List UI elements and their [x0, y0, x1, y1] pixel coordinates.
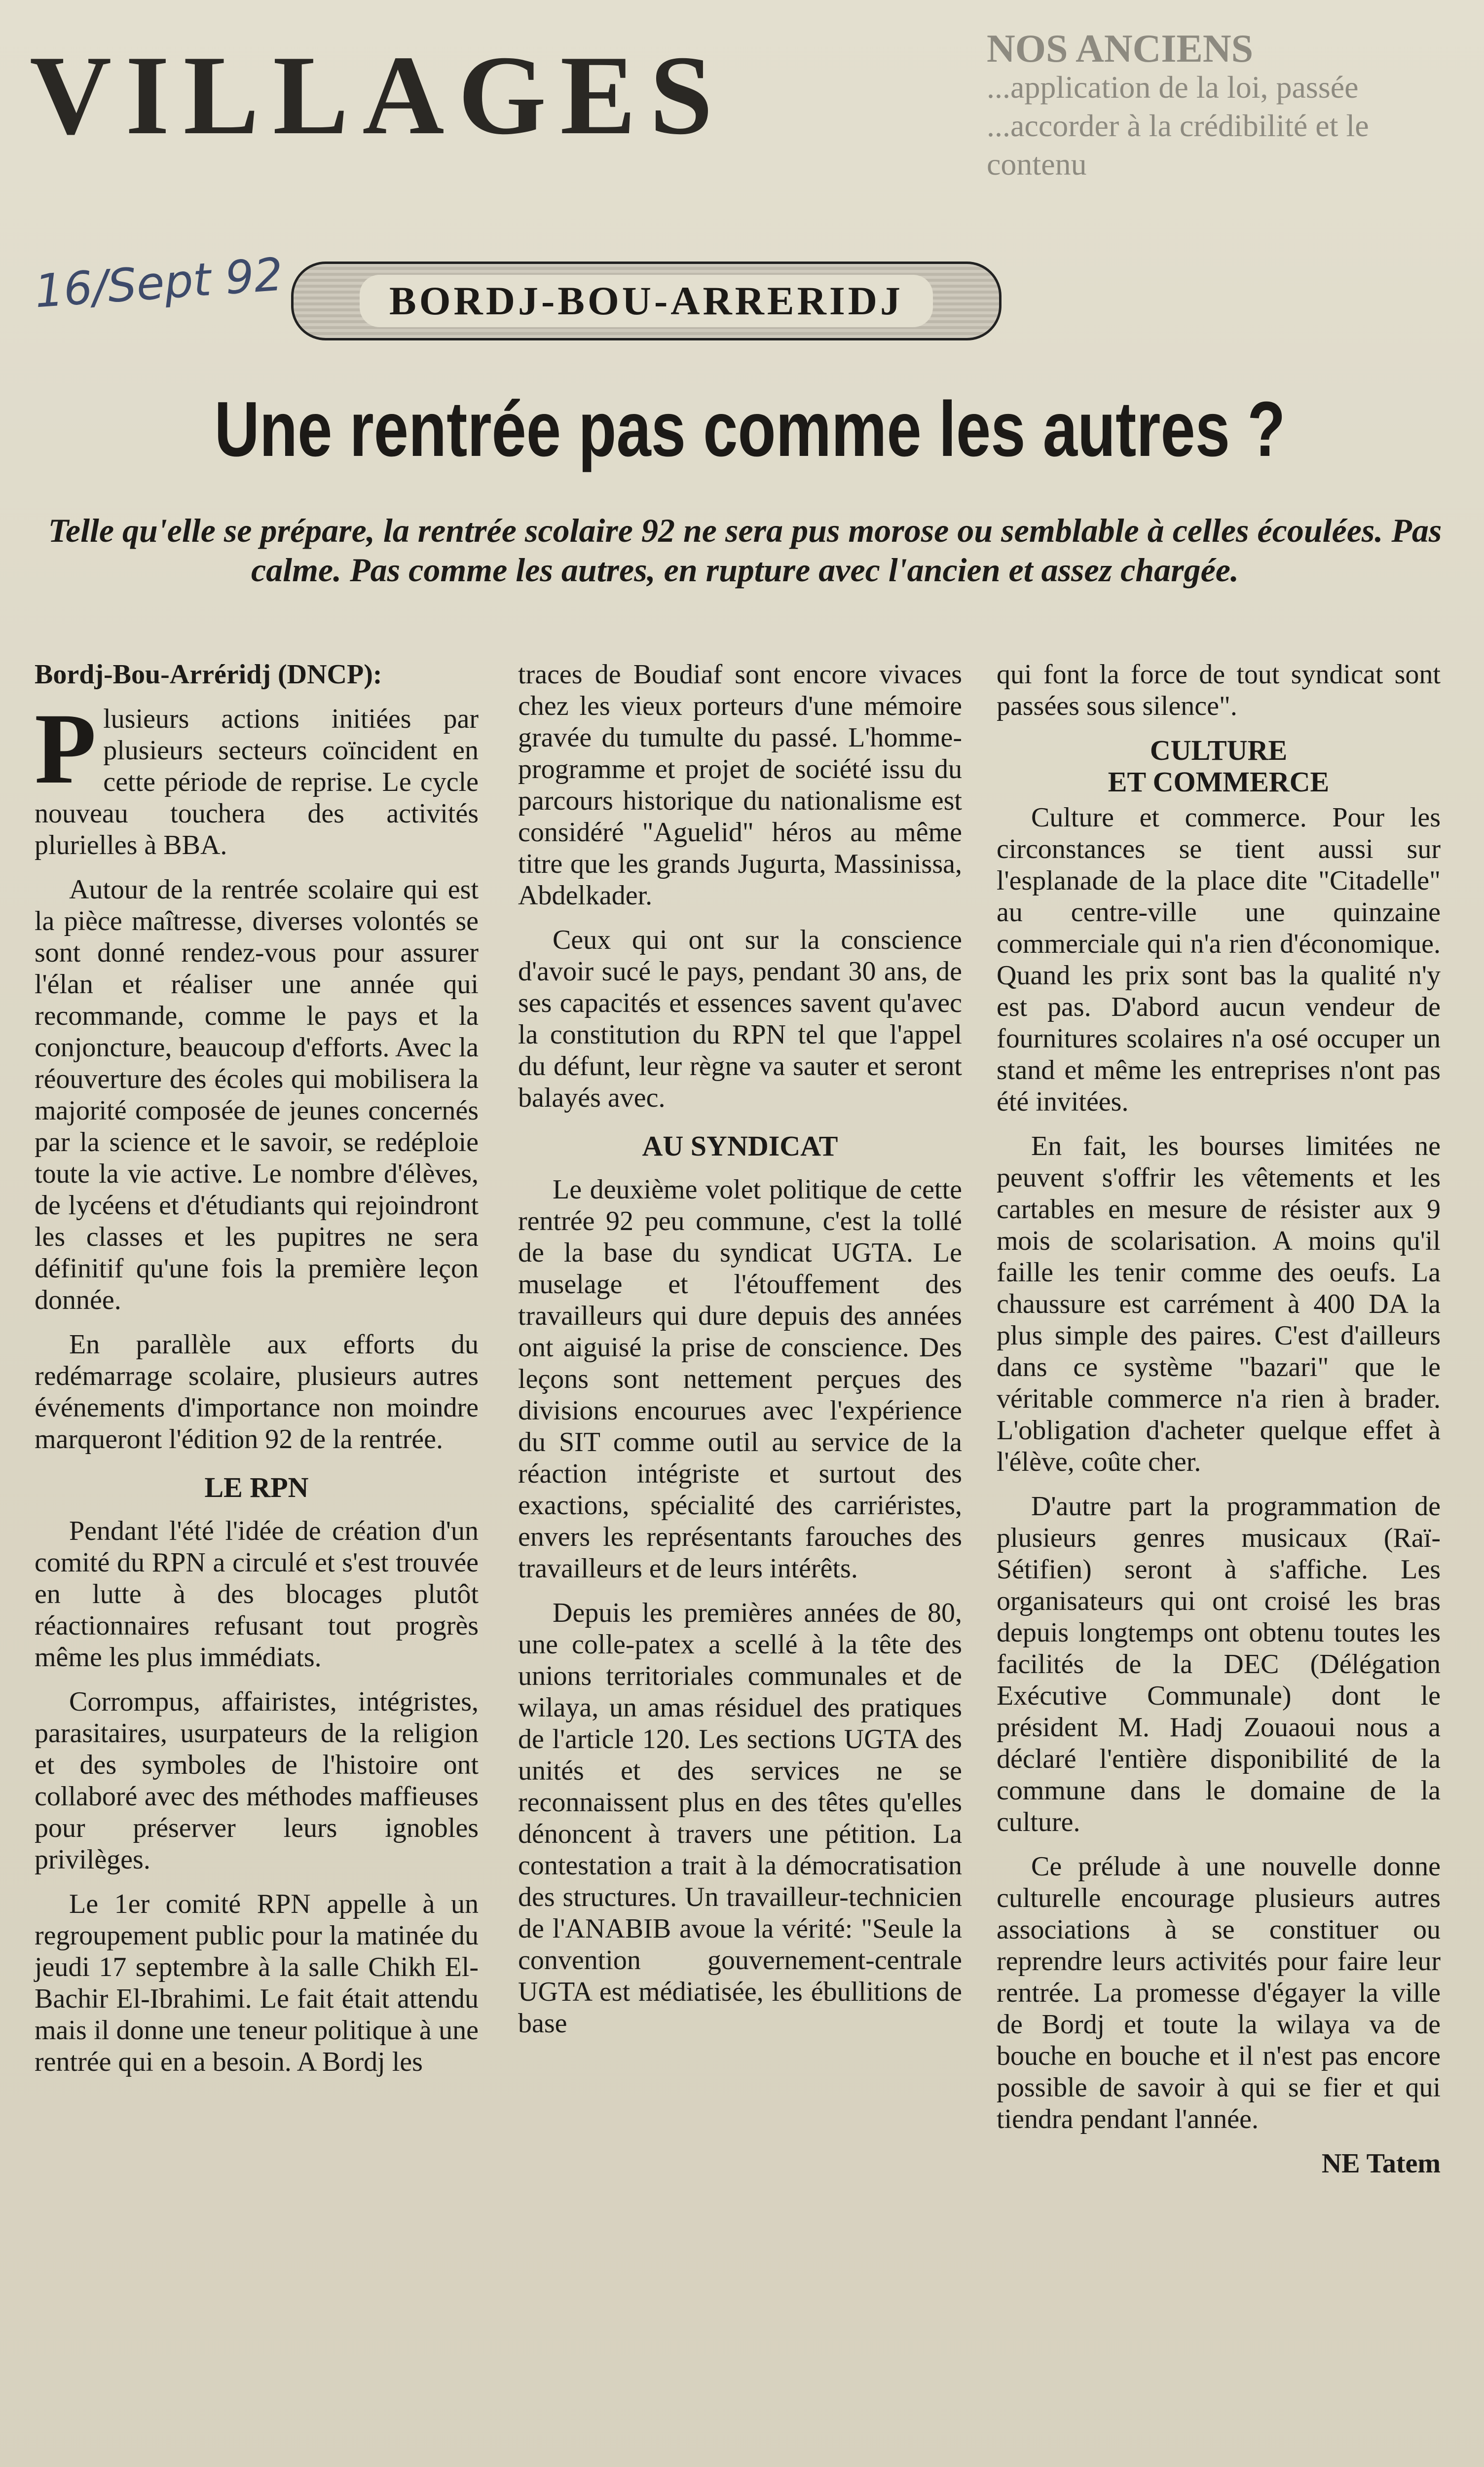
- paragraph: Ce prélude à une nouvelle donne culturelle encourage plusieurs autres associations à se constituer ou reprendre leurs activités pour faire leur rentrée. La promesse d'égayer la ville de Bordj et toute la wilaya va de bouche en bouche et il n'est pas encore possible de savoir à qui se fier et qui tiendra pendant l'année.: [997, 1851, 1441, 2134]
- paragraph: Le deuxième volet politique de cette rentrée 92 peu commune, c'est la tollé de la base du syndicat UGTA. Le muselage et l'étouffement des travailleurs qui dure depuis des années ont aiguisé la prise de conscience. Des leçons sont nettement perçues des divisions encourues avec l'expérience du SIT comme outil au service de la réaction intégriste et surtout des exactions, spécialité des carriéristes, envers les représentants farouches des travailleurs et de leurs intérêts.: [518, 1174, 962, 1584]
- headline: Une rentrée pas comme les autres ?: [214, 386, 1286, 473]
- paragraph: En fait, les bourses limitées ne peuvent s'offrir les vêtements et les cartables en mesure de résister aux 9 mois de scolarisation. A moins qu'il faille les tenir comme des oeufs. La chaussure est carrément à 400 DA la plus simple des paires. C'est d'ailleurs dans ce système "bazari" que le véritable commerce n'a rien à brader. L'obligation d'acheter quelque effet à l'élève, coûte cher.: [997, 1131, 1441, 1477]
- subheading-line: CULTURE: [1150, 734, 1288, 766]
- paragraph: [35, 693, 479, 861]
- paragraph-text: lusieurs actions initiées par plusieurs secteurs coïncident en cette période de reprise. Le cycle nouveau touchera des activités plurielles à BBA.: [35, 704, 479, 860]
- column-3: [997, 659, 1441, 2179]
- author-signature: NE Tatem: [1321, 2148, 1441, 2179]
- subheading: AU SYNDICAT: [642, 1130, 838, 1162]
- paragraph: Le 1er comité RPN appelle à un regroupement public pour la matinée du jeudi 17 septembre à la salle Chikh El-Bachir El-Ibrahimi. Le fait était attendu mais il donne une teneur politique à une rentrée qui en a besoin. A Bordj les: [35, 1889, 479, 2077]
- paragraph: Ceux qui ont sur la conscience d'avoir sucé le pays, pendant 30 ans, de ses capacités et essences savent qu'avec la constitution du RPN tel que l'appel du défunt, leur règne va sauter et seront balayés avec.: [518, 925, 962, 1113]
- region-banner: [291, 262, 1002, 340]
- column-1: [35, 659, 479, 2091]
- subheading-line: ET COMMERCE: [1108, 766, 1330, 798]
- paragraph: Pendant l'été l'idée de création d'un comité du RPN a circulé et s'est trouvée en lutte à des blocages plutôt réactionnaires refusant tout progrès même les plus immédiats.: [35, 1516, 479, 1673]
- drop-cap: P: [35, 693, 97, 805]
- section-title: VILLAGES: [30, 32, 727, 158]
- standfirst: Telle qu'elle se prépare, la rentrée scolaire 92 ne sera pus morose ou semblable à celles écoulées. Pas calme. Pas comme les autres, en rupture avec l'ancien et assez chargée.: [48, 512, 1442, 589]
- adjacent-article-fragment: [987, 30, 1460, 207]
- paragraph: En parallèle aux efforts du redémarrage scolaire, plusieurs autres événements d'importance non moindre marqueront l'édition 92 de la rentrée.: [35, 1329, 479, 1455]
- region-banner-label: BORDJ-BOU-ARRERIDJ: [360, 275, 933, 327]
- handwritten-date: 16/Sept 92: [33, 248, 285, 318]
- paragraph: Corrompus, affairistes, intégristes, parasitaires, usurpateurs de la religion et des symboles de l'histoire ont collaboré avec des méthodes maffieuses pour préserver leurs ignobles privilèges.: [35, 1686, 479, 1875]
- paragraph: traces de Boudiaf sont encore vivaces chez les vieux porteurs d'une mémoire gravée du tumulte du passé. L'homme-programme et projet de société issu du parcours historique du nationalisme est considéré "Aguelid" héros au même titre que les grands Jugurta, Massinissa, Abdelkader.: [518, 659, 962, 911]
- fragment-line: ...accorder à la crédibilité et le contenu: [987, 108, 1369, 182]
- paragraph: D'autre part la programmation de plusieurs genres musicaux (Raï-Sétifien) seront à s'affiche. Les organisateurs qui ont croisé les bras depuis longtemps ont obtenu toutes les facilités de la DEC (Délégation Exécutive Communale) dont le président M. Hadj Zouaoui nous a déclaré l'entière disponibilité de la commune dans le domaine de la culture.: [997, 1491, 1441, 1837]
- fragment-line: ...application de la loi, passée: [987, 70, 1359, 105]
- subheading: [997, 735, 1441, 798]
- column-2: [518, 659, 962, 2052]
- paragraph: Culture et commerce. Pour les circonstances se tient aussi sur l'esplanade de la place dite "Citadelle" au centre-ville une quinzaine commerciale qui n'a rien d'économique. Quand les prix sont bas la qualité n'y est pas. D'abord aucun vendeur de fournitures scolaires n'a osé occuper un stand et même les entreprises n'ont pas été invitées.: [997, 802, 1441, 1117]
- paragraph: qui font la force de tout syndicat sont passées sous silence".: [997, 659, 1441, 721]
- fragment-line: NOS ANCIENS: [987, 30, 1254, 71]
- paragraph: Autour de la rentrée scolaire qui est la pièce maîtresse, diverses volontés se sont donné rendez-vous pour assurer l'élan et réaliser une année qui recommande, comme le pays et la conjoncture, beaucoup d'efforts. Avec la réouverture des écoles qui mobilisera la majorité composée de jeunes concernés par la science et le savoir, se redéploie toute la vie active. Le nombre d'élèves, de lycéens et d'étudiants qui rejoindront les classes et les pupitres ne sera définitif qu'une fois la première leçon donnée.: [35, 874, 479, 1315]
- subheading: LE RPN: [204, 1471, 309, 1503]
- paragraph: Depuis les premières années de 80, une colle-patex a scellé à la tête des unions territoriales communales et de wilaya, un amas résiduel des pratiques de l'article 120. Les sections UGTA des unités et des services ne se reconnaissent plus en des têtes qu'elles dénoncent à travers une pétition. La contestation a trait à la démocratisation des structures. Un travailleur-technicien de l'ANABIB avoue la vérité: "Seule la convention gouvernement-centrale UGTA est médiatisée, les ébullitions de base: [518, 1598, 962, 2039]
- dateline: Bordj-Bou-Arréridj (DNCP):: [35, 659, 382, 690]
